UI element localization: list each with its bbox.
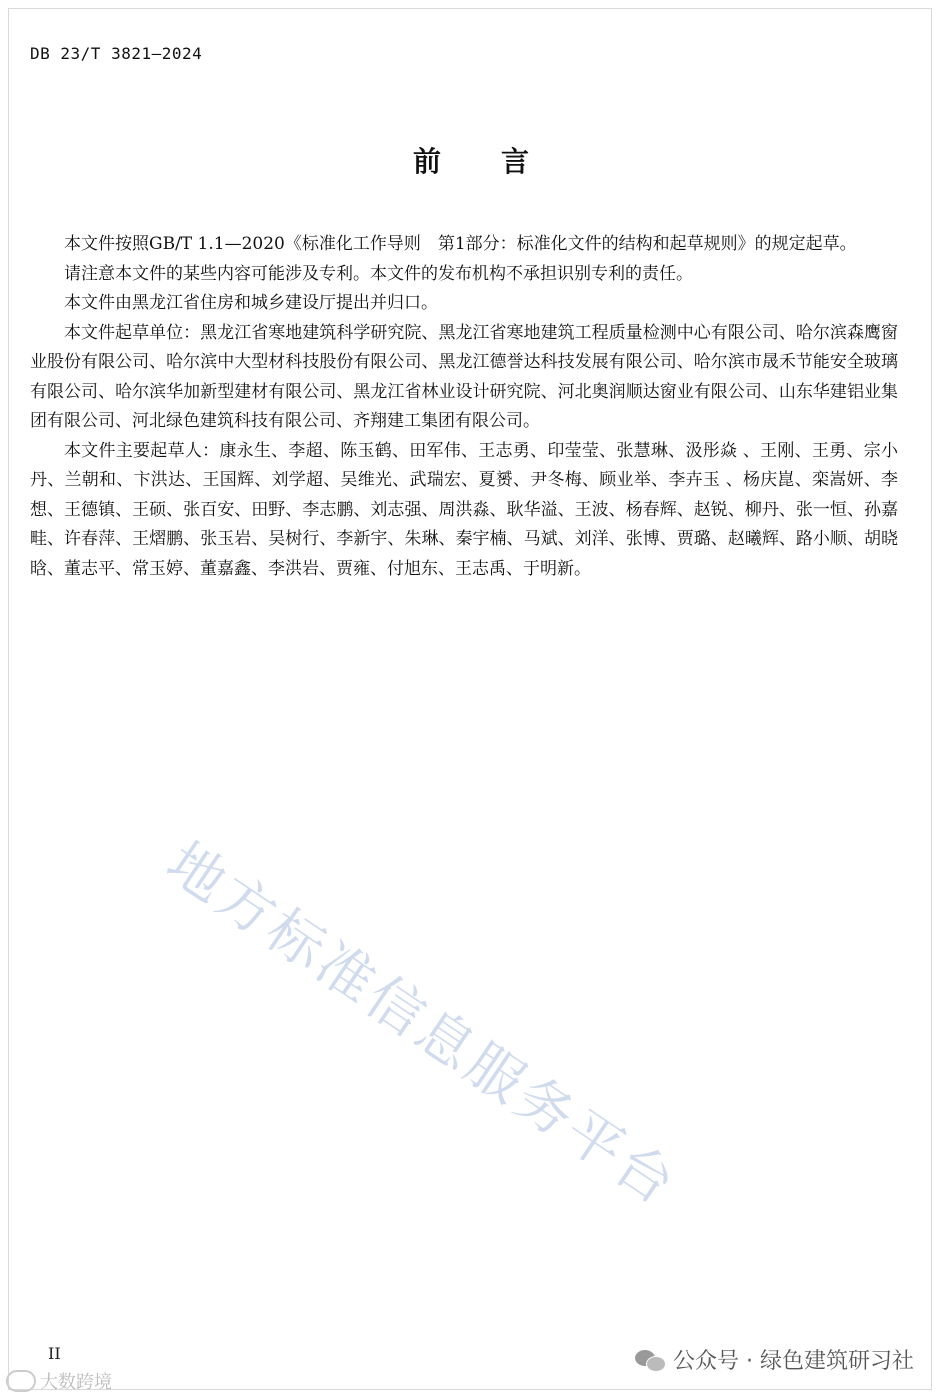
page-frame — [8, 8, 932, 1390]
paragraph-proposer: 本文件由黑龙江省住房和城乡建设厅提出并归口。 — [64, 293, 438, 313]
wechat-attribution — [635, 1344, 914, 1375]
source-mark-label: 大数跨境 — [40, 1372, 112, 1393]
wechat-icon — [635, 1348, 665, 1372]
page-title: 前言 — [412, 145, 589, 178]
brand-logo-icon — [6, 1370, 36, 1392]
page-number: II — [48, 1344, 61, 1363]
paragraph-drafters: 本文件主要起草人：康永生、李超、陈玉鹤、田军伟、王志勇、印莹莹、张慧琳、汲彤焱 、王刚、王勇、宗小丹、兰朝和、卞洪达、王国辉、刘学超、吴维光、武瑞宏、夏赟、尹冬梅、顾业举、李卉玉 、杨庆崑、栾嵩妍、李想、王德镇、王硕、张百安、田野、李志鹏、刘志强、周洪淼、耿华溢、王波、杨春辉、赵锐、柳丹、张一恒、孙嘉畦、许春萍、王熠鹏、张玉岩、吴树行、李新宇、朱琳、秦宇楠、马斌、刘洋、张博、贾璐、赵曦辉、路小顺、胡晓晗、董志平、常玉婷、董嘉鑫、李洪岩、贾雍、付旭东、王志禹、于明新。 — [30, 440, 898, 579]
source-mark — [6, 1368, 112, 1394]
paragraph-patent-notice: 请注意本文件的某些内容可能涉及专利。本文件的发布机构不承担识别专利的责任。 — [64, 263, 693, 284]
paragraph-drafting-rules: 本文件按照GB/T 1.1—2020《标准化工作导则 第1部分：标准化文件的结构和起草规则》的规定起草。 — [64, 234, 857, 254]
paragraph-drafting-units: 本文件起草单位：黑龙江省寒地建筑科学研究院、黑龙江省寒地建筑工程质量检测中心有限公司、哈尔滨森鹰窗业股份有限公司、哈尔滨中大型材科技股份有限公司、黑龙江德誉达科技发展有限公司、哈尔滨市晟禾节能安全玻璃有限公司、哈尔滨华加新型建材有限公司、黑龙江省林业设计研究院、河北奥润顺达窗业有限公司、山东华建铝业集团有限公司、河北绿色建筑科技有限公司、齐翔建工集团有限公司。 — [30, 322, 898, 431]
watermark: 地方标准信息服务平台 — [154, 829, 689, 1220]
foreword-body — [30, 230, 898, 584]
document-id: DB 23/T 3821—2024 — [30, 44, 203, 63]
wechat-account-label: 公众号 · 绿色建筑研习社 — [673, 1349, 914, 1374]
